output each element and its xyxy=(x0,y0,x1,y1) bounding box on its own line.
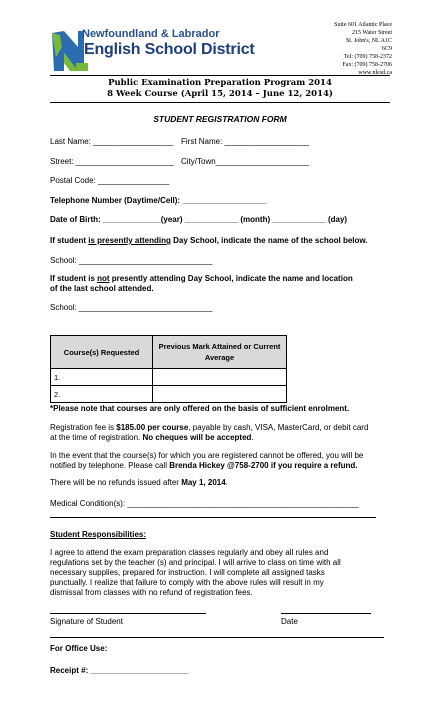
city-field[interactable]: City/Town_____________________ xyxy=(181,157,310,166)
table-row xyxy=(51,369,287,386)
date-of-birth-field[interactable]: Date of Birth: _____________(year) ____________ (month) ____________ (day) xyxy=(50,215,348,224)
last-school-field[interactable]: School: ______________________________ xyxy=(50,303,213,312)
date-signature-line[interactable] xyxy=(281,613,371,614)
responsibilities-heading: Student Responsibilities: xyxy=(50,530,147,539)
district-address: Suite 601 Atlantic Place 215 Water Street St. John's, NL A1C 6C9 Tel: (709) 758-2372 Fax: (709) 758-2706 www.nlesd.ca xyxy=(334,22,392,76)
responsibilities-text: I agree to attend the exam preparation classes regularly and obey all rules and regulations set by the teacher (s) and principal. I will arrive to class on time with all necessary supplies, prepared for instruction. I will complete all assigned tasks punctually. I realize that failure to comply with the above rules will result in my dismissal from classes with no refund of registration fees. xyxy=(50,548,341,597)
telephone-field[interactable]: Telephone Number (Daytime/Cell): ___________________ xyxy=(50,196,267,205)
program-title: Public Examination Preparation Program 2014 xyxy=(108,78,332,88)
first-name-field[interactable]: First Name: ___________________ xyxy=(181,137,310,146)
title-divider xyxy=(50,102,390,103)
enrolment-note: *Please note that courses are only offered on the basis of sufficient enrolment. xyxy=(50,404,350,413)
last-name-field[interactable]: Last Name: __________________ xyxy=(50,137,174,146)
logo-text-line1: Newfoundland & Labrador xyxy=(82,28,220,40)
receipt-number-field[interactable]: Receipt #: ______________________ xyxy=(50,666,189,675)
fee-note: Registration fee is $185.00 per course, payable by cash, VISA, MasterCard, or debit card at the time of registration. No cheques will be accepted. xyxy=(50,423,369,442)
date-label: Date xyxy=(281,617,298,626)
last-school-question: If student is not presently attending Day School, indicate the name and location xyxy=(50,274,353,283)
header-divider xyxy=(50,75,390,76)
last-school-question-line2: of the last school attended. xyxy=(50,284,154,293)
present-school-field[interactable]: School: ______________________________ xyxy=(50,256,213,265)
program-dates: 8 Week Course (April 15, 2014 – June 12, 2014) xyxy=(107,89,333,99)
postal-code-field[interactable]: Postal Code: ________________ xyxy=(50,176,170,185)
street-field[interactable]: Street: ______________________ xyxy=(50,157,174,166)
course-cell-2[interactable]: 2. xyxy=(51,386,153,403)
mark-cell-1[interactable] xyxy=(153,369,287,386)
office-use-heading: For Office Use: xyxy=(50,644,108,653)
medical-condition-line2 xyxy=(50,517,376,518)
student-signature-line[interactable] xyxy=(50,613,206,614)
present-school-question: If student is presently attending Day School, indicate the name of the school below. xyxy=(50,236,368,245)
refund-deadline-note: There will be no refunds issued after May 1, 2014. xyxy=(50,478,228,487)
student-signature-label: Signature of Student xyxy=(50,617,123,626)
office-divider xyxy=(50,637,384,638)
table-row xyxy=(51,386,287,403)
mark-cell-2[interactable] xyxy=(153,386,287,403)
marks-header: Previous Mark Attained or Current Average xyxy=(153,336,287,369)
course-cell-1[interactable]: 1. xyxy=(51,369,153,386)
logo-text-line2: English School District xyxy=(84,41,255,58)
courses-table xyxy=(50,335,287,403)
refund-event-note: In the event that the course(s) for which you are registered cannot be offered, you will be notified by telephone. Please call Brenda Hickey @758-2700 if you require a refund. xyxy=(50,451,364,470)
form-title: STUDENT REGISTRATION FORM xyxy=(153,114,287,124)
courses-header: Course(s) Requested xyxy=(51,336,153,369)
medical-condition-field[interactable]: Medical Condition(s): ____________________________________________________ xyxy=(50,499,359,508)
